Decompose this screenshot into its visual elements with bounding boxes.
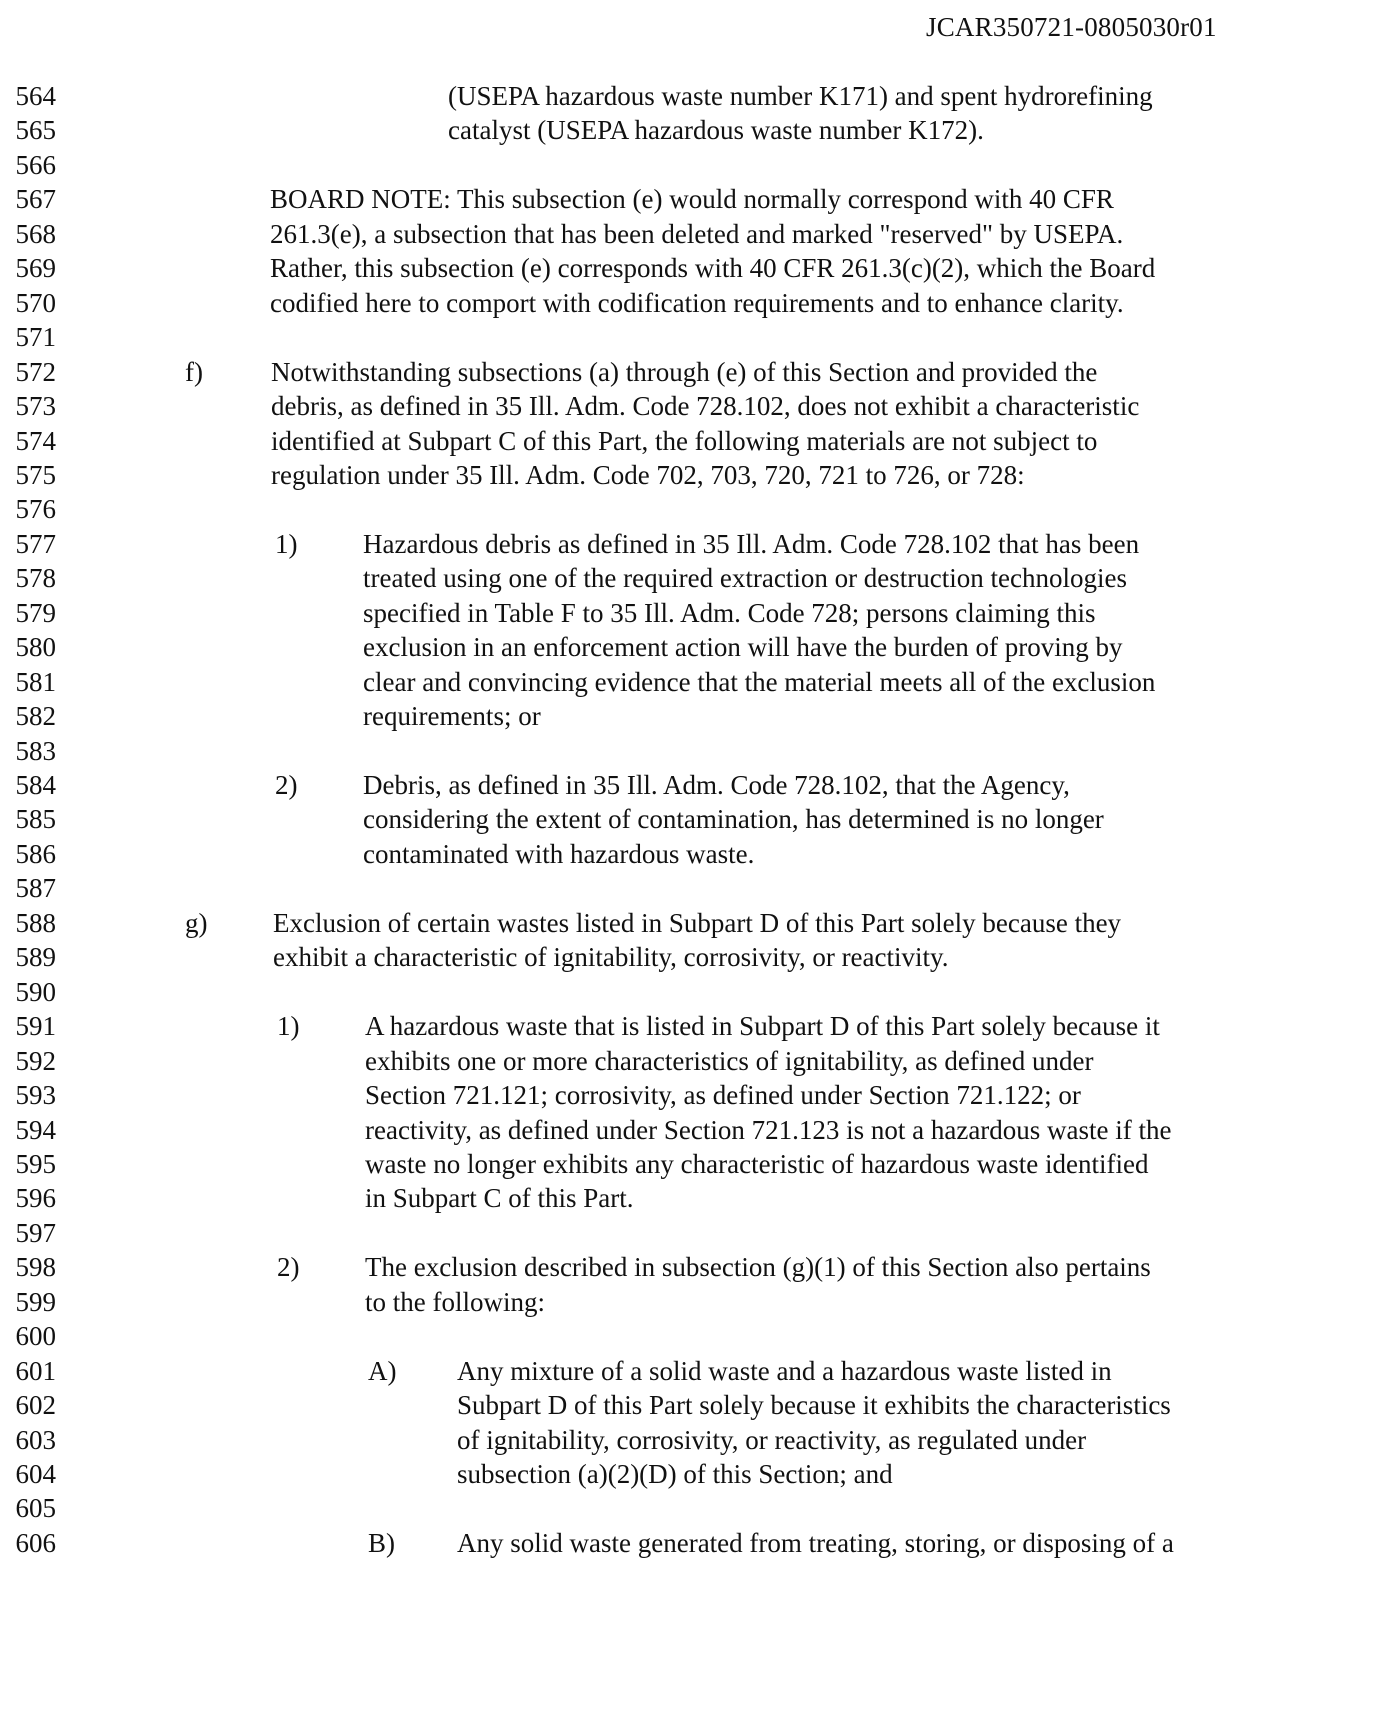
subsection-marker: 2) [275, 770, 298, 800]
line-number: 596 [15, 1183, 56, 1213]
line-text: waste no longer exhibits any characteristic of hazardous waste identified [365, 1149, 1149, 1179]
line-number: 580 [15, 632, 56, 662]
line-text: Exclusion of certain wastes listed in Subpart D of this Part solely because they [273, 908, 1122, 938]
line-text: exhibit a characteristic of ignitability, corrosivity, or reactivity. [273, 942, 949, 972]
line-text: subsection (a)(2)(D) of this Section; and [457, 1459, 893, 1489]
line-text: Section 721.121; corrosivity, as defined under Section 721.122; or [365, 1080, 1081, 1110]
line-number: 583 [15, 736, 56, 766]
line-text: contaminated with hazardous waste. [363, 839, 755, 869]
line-number: 597 [15, 1218, 56, 1248]
line-text: Any mixture of a solid waste and a hazardous waste listed in [457, 1356, 1112, 1386]
line-number: 600 [15, 1321, 56, 1351]
line-text: in Subpart C of this Part. [365, 1183, 634, 1213]
line-number: 598 [15, 1252, 56, 1282]
line-number: 591 [15, 1011, 56, 1041]
subsection-marker: B) [368, 1528, 395, 1558]
line-number: 588 [15, 908, 56, 938]
line-number: 582 [15, 701, 56, 731]
line-number: 572 [15, 357, 56, 387]
line-number: 601 [15, 1356, 56, 1386]
line-text: clear and convincing evidence that the material meets all of the exclusion [363, 667, 1156, 697]
line-number: 594 [15, 1115, 56, 1145]
line-text: regulation under 35 Ill. Adm. Code 702, 703, 720, 721 to 726, or 728: [271, 460, 1025, 490]
line-number: 589 [15, 942, 56, 972]
line-number: 581 [15, 667, 56, 697]
line-text: to the following: [365, 1287, 545, 1317]
line-text: (USEPA hazardous waste number K171) and spent hydrorefining [448, 81, 1153, 111]
line-number: 585 [15, 804, 56, 834]
line-number: 593 [15, 1080, 56, 1110]
line-number: 576 [15, 494, 56, 524]
line-text: 261.3(e), a subsection that has been deleted and marked "reserved" by USEPA. [270, 219, 1124, 249]
line-text: exclusion in an enforcement action will have the burden of proving by [363, 632, 1123, 662]
line-number: 568 [15, 219, 56, 249]
line-text: specified in Table F to 35 Ill. Adm. Code 728; persons claiming this [363, 598, 1096, 628]
line-number: 586 [15, 839, 56, 869]
line-number: 605 [15, 1493, 56, 1523]
line-number: 587 [15, 873, 56, 903]
line-number: 599 [15, 1287, 56, 1317]
line-text: The exclusion described in subsection (g)(1) of this Section also pertains [365, 1252, 1151, 1282]
document-id: JCAR350721-0805030r01 [926, 12, 1217, 42]
subsection-marker: g) [185, 908, 208, 938]
line-text: reactivity, as defined under Section 721.123 is not a hazardous waste if the [365, 1115, 1172, 1145]
line-number: 584 [15, 770, 56, 800]
line-text: BOARD NOTE: This subsection (e) would normally correspond with 40 CFR [270, 184, 1114, 214]
line-text: of ignitability, corrosivity, or reactivity, as regulated under [457, 1425, 1087, 1455]
line-text: Any solid waste generated from treating, storing, or disposing of a [457, 1528, 1174, 1558]
line-text: treated using one of the required extraction or destruction technologies [363, 563, 1127, 593]
line-number: 574 [15, 426, 56, 456]
line-text: Notwithstanding subsections (a) through (e) of this Section and provided the [271, 357, 1098, 387]
subsection-marker: f) [185, 357, 203, 387]
line-number: 570 [15, 288, 56, 318]
line-number: 579 [15, 598, 56, 628]
subsection-marker: A) [368, 1356, 397, 1386]
line-number: 571 [15, 322, 56, 352]
line-number: 578 [15, 563, 56, 593]
line-text: A hazardous waste that is listed in Subpart D of this Part solely because it [365, 1011, 1160, 1041]
line-number: 602 [15, 1390, 56, 1420]
line-text: identified at Subpart C of this Part, the following materials are not subject to [271, 426, 1098, 456]
line-number: 606 [15, 1528, 56, 1558]
line-number: 564 [15, 81, 56, 111]
line-text: considering the extent of contamination, has determined is no longer [363, 804, 1104, 834]
line-number: 575 [15, 460, 56, 490]
line-text: debris, as defined in 35 Ill. Adm. Code 728.102, does not exhibit a characteristic [271, 391, 1140, 421]
line-number: 590 [15, 977, 56, 1007]
line-number: 595 [15, 1149, 56, 1179]
line-text: codified here to comport with codification requirements and to enhance clarity. [270, 288, 1124, 318]
line-text: Rather, this subsection (e) corresponds with 40 CFR 261.3(c)(2), which the Board [270, 253, 1156, 283]
line-number: 566 [15, 150, 56, 180]
line-number: 569 [15, 253, 56, 283]
line-text: exhibits one or more characteristics of ignitability, as defined under [365, 1046, 1094, 1076]
line-number: 567 [15, 184, 56, 214]
line-text: Debris, as defined in 35 Ill. Adm. Code 728.102, that the Agency, [363, 770, 1070, 800]
line-number: 592 [15, 1046, 56, 1076]
line-number: 577 [15, 529, 56, 559]
line-text: Hazardous debris as defined in 35 Ill. Adm. Code 728.102 that has been [363, 529, 1140, 559]
subsection-marker: 2) [277, 1252, 300, 1282]
line-number: 603 [15, 1425, 56, 1455]
line-number: 573 [15, 391, 56, 421]
line-text: Subpart D of this Part solely because it exhibits the characteristics [457, 1390, 1171, 1420]
line-number: 604 [15, 1459, 56, 1489]
line-text: catalyst (USEPA hazardous waste number K172). [448, 115, 984, 145]
line-text: requirements; or [363, 701, 541, 731]
subsection-marker: 1) [275, 529, 298, 559]
subsection-marker: 1) [277, 1011, 300, 1041]
line-number: 565 [15, 115, 56, 145]
